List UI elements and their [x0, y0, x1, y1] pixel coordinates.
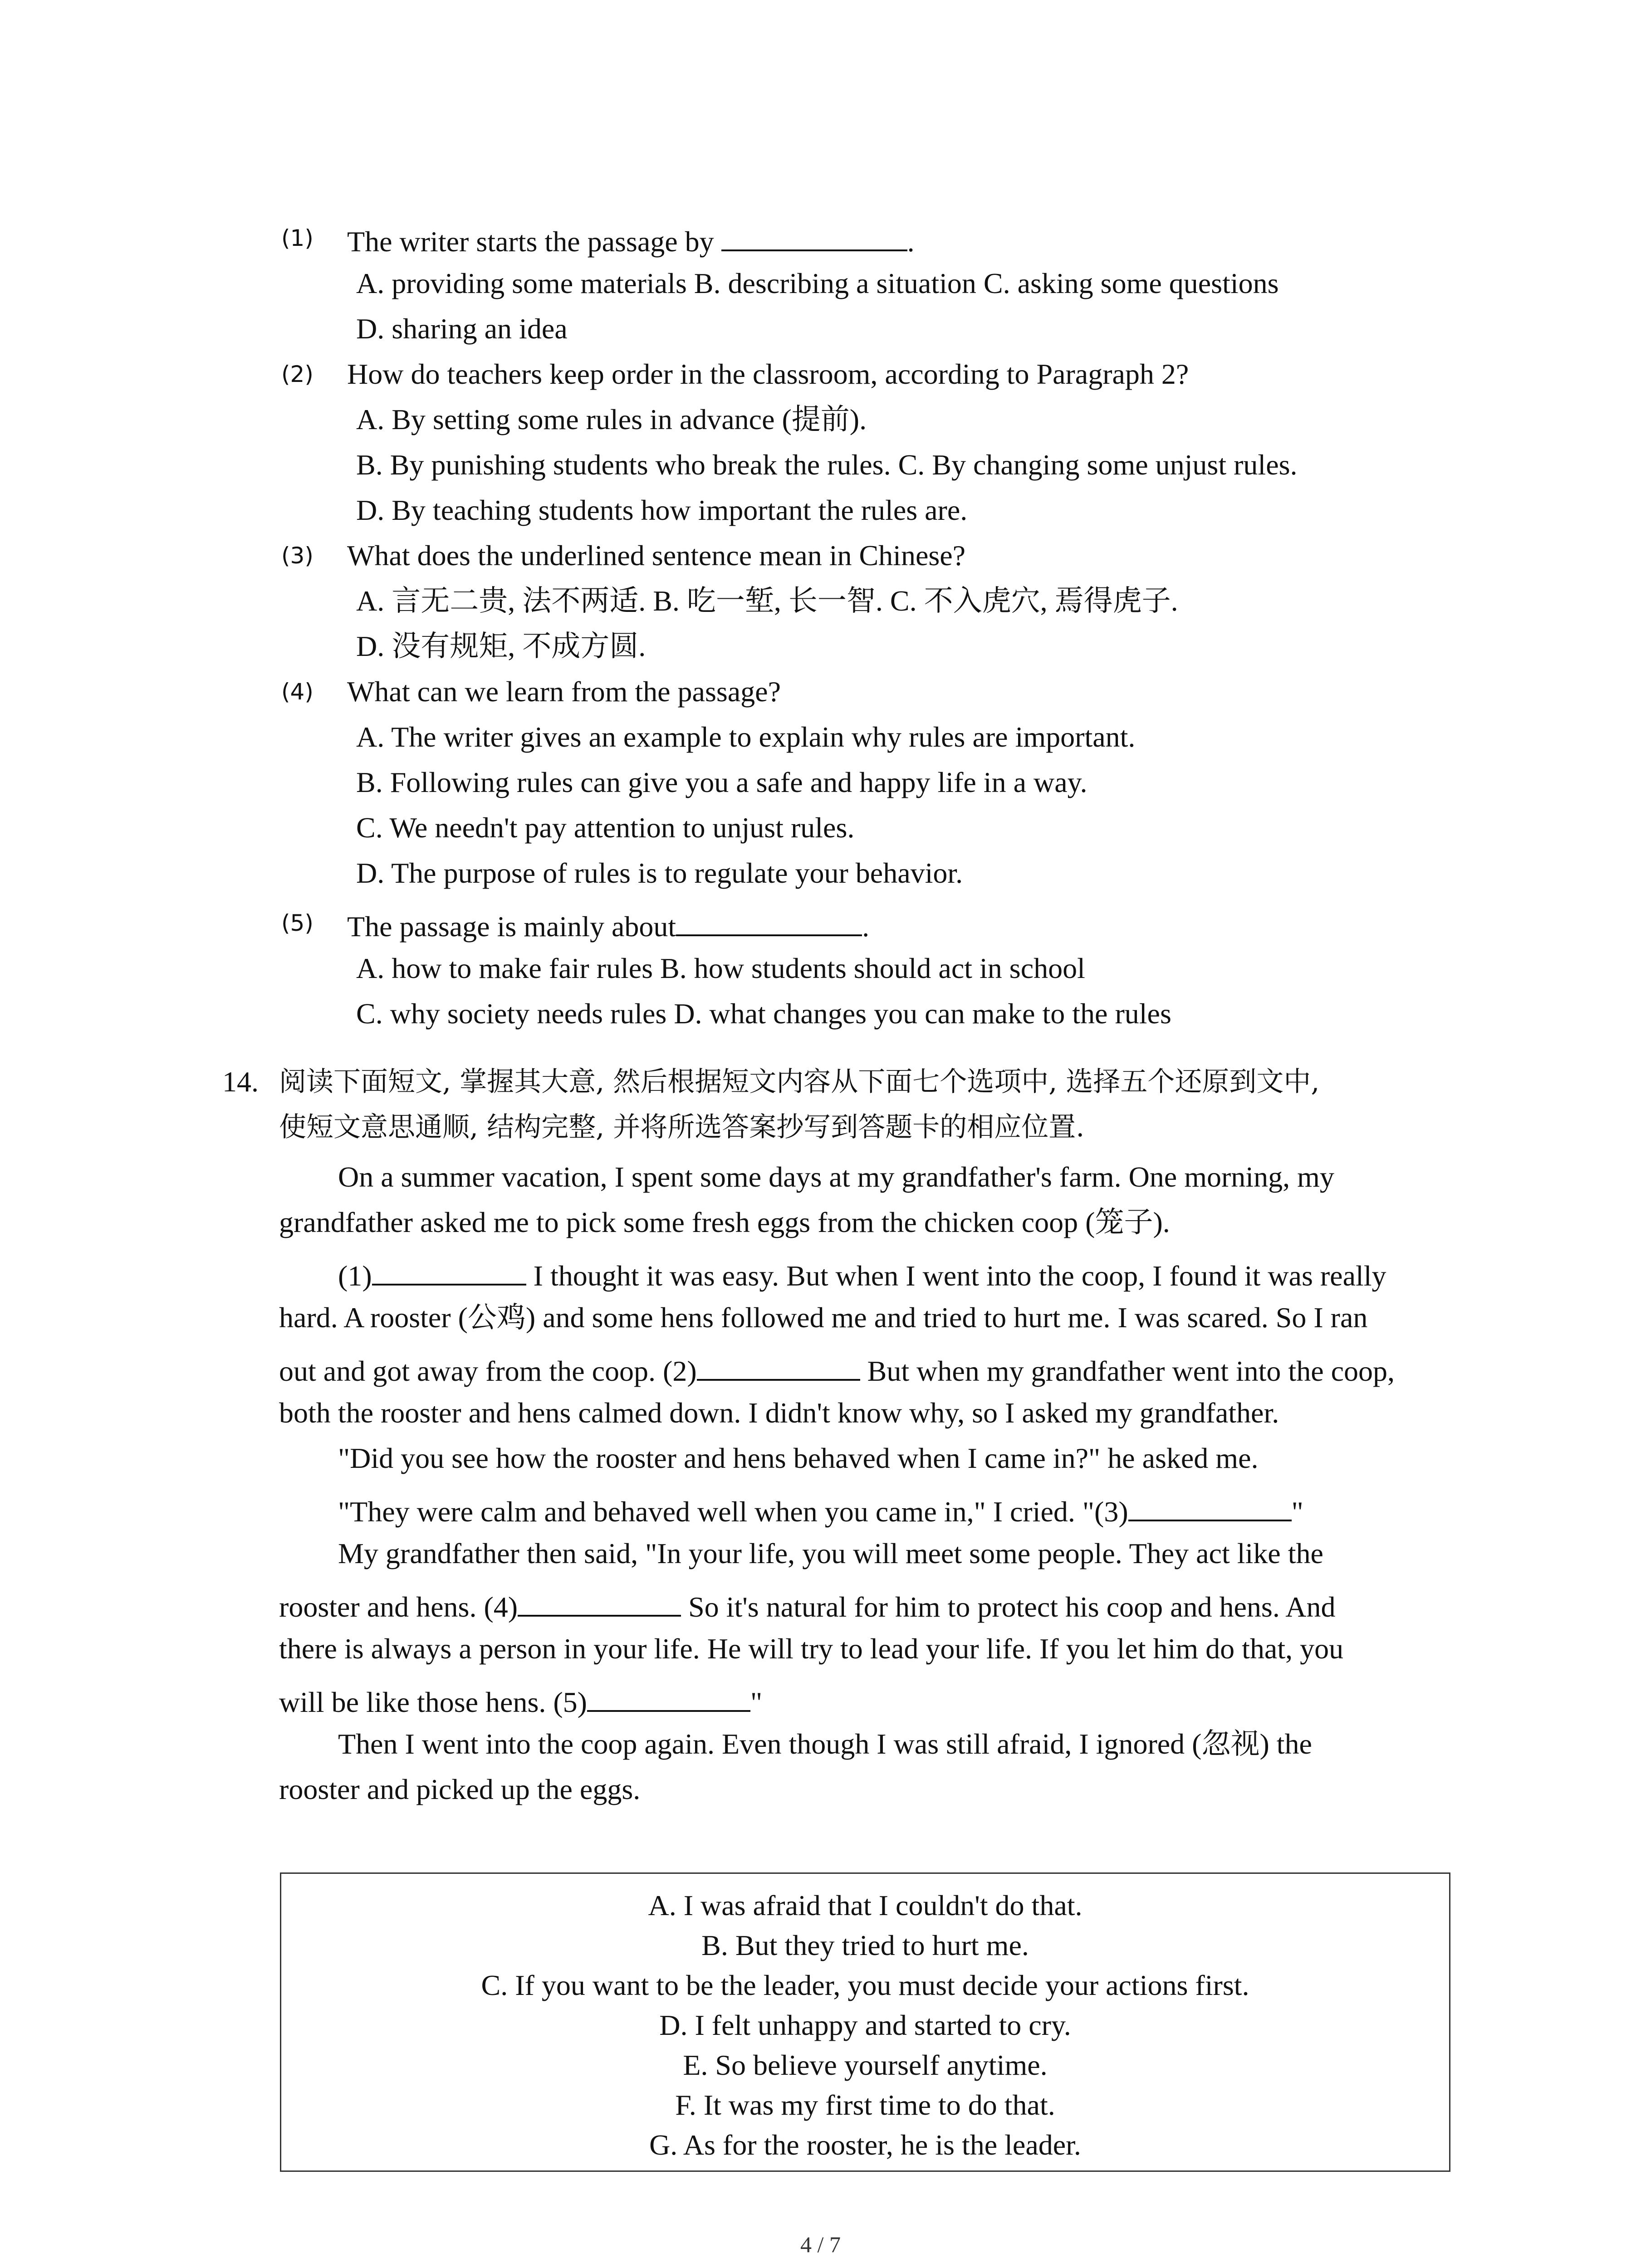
question-number: (4) [281, 679, 314, 705]
answer-blank-1 [372, 1252, 526, 1286]
choice-option: E. So believe yourself anytime. [683, 2049, 1048, 2081]
question-stem: The writer starts the passage by . [347, 218, 915, 262]
passage-line: My grandfather then said, "In your life, you will meet some people. They act like the [338, 1537, 1323, 1569]
passage-line: will be like those hens. (5) " [279, 1678, 762, 1723]
question-number: (5) [281, 910, 314, 936]
answer-blank-2 [697, 1347, 860, 1381]
answer-blank-3 [1128, 1488, 1292, 1521]
question-stem: How do teachers keep order in the classroom, according to Paragraph 2? [347, 358, 1189, 390]
passage-line: On a summer vacation, I spent some days at my grandfather's farm. One morning, my [338, 1161, 1334, 1193]
instruction-line: 阅读下面短文, 掌握其大意, 然后根据短文内容从下面七个选项中, 选择五个还原到文中, [279, 1066, 1320, 1098]
passage-line: hard. A rooster (公鸡) and some hens followed me and tried to hurt me. I was scared. So I ran [279, 1301, 1368, 1334]
passage-line: (1) I thought it was easy. But when I went into the coop, I found it was really [338, 1252, 1386, 1296]
option-line: A. providing some materials B. describing a situation C. asking some questions [356, 267, 1279, 299]
choice-option: D. I felt unhappy and started to cry. [659, 2009, 1071, 2041]
question-stem: What does the underlined sentence mean in Chinese? [347, 539, 966, 572]
answer-blank-5 [587, 1678, 750, 1712]
passage-line: "Did you see how the rooster and hens behaved when I came in?" he asked me. [338, 1442, 1259, 1474]
choice-option: G. As for the rooster, he is the leader. [649, 2129, 1081, 2161]
option-line: D. 没有规矩, 不成方圆. [356, 630, 646, 662]
passage-line: both the rooster and hens calmed down. I didn't know why, so I asked my grandfather. [279, 1397, 1279, 1429]
passage-line: grandfather asked me to pick some fresh eggs from the chicken coop (笼子). [279, 1206, 1170, 1238]
page-number: 4 / 7 [800, 2232, 841, 2257]
choices-box [280, 1872, 1450, 2172]
passage-line: there is always a person in your life. He will try to lead your life. If you let him do that, you [279, 1633, 1344, 1665]
question-number: (3) [281, 543, 314, 569]
option-line: A. how to make fair rules B. how students should act in school [356, 952, 1085, 984]
question-14-number: 14. [222, 1066, 259, 1098]
choice-option: B. But they tried to hurt me. [701, 1929, 1029, 1961]
option-line: B. By punishing students who break the rules. C. By changing some unjust rules. [356, 449, 1298, 481]
option-line: D. sharing an idea [356, 313, 568, 345]
choice-option: A. I was afraid that I couldn't do that. [648, 1889, 1083, 1921]
passage-line: "They were calm and behaved well when you came in," I cried. "(3) " [338, 1488, 1303, 1532]
choice-option: F. It was my first time to do that. [675, 2089, 1055, 2121]
answer-blank-4 [518, 1583, 681, 1617]
choice-option: C. If you want to be the leader, you must decide your actions first. [481, 1969, 1249, 2001]
option-line: A. By setting some rules in advance (提前). [356, 403, 867, 435]
option-line: C. We needn't pay attention to unjust rules. [356, 811, 855, 844]
passage-line: rooster and hens. (4) So it's natural for him to protect his coop and hens. And [279, 1583, 1336, 1628]
passage-line: rooster and picked up the eggs. [279, 1773, 641, 1805]
option-line: D. The purpose of rules is to regulate your behavior. [356, 857, 963, 889]
option-line: A. The writer gives an example to explain why rules are important. [356, 721, 1136, 753]
passage-line: out and got away from the coop. (2) But when my grandfather went into the coop, [279, 1347, 1395, 1392]
option-line: B. Following rules can give you a safe and happy life in a way. [356, 766, 1087, 798]
option-line: A. 言无二贵, 法不两适. B. 吃一堑, 长一智. C. 不入虎穴, 焉得虎子. [356, 585, 1178, 617]
passage-line: Then I went into the coop again. Even though I was still afraid, I ignored (忽视) the [338, 1728, 1312, 1760]
question-stem: The passage is mainly about . [347, 903, 869, 947]
instruction-line: 使短文意思通顺, 结构完整, 并将所选答案抄写到答题卡的相应位置. [279, 1111, 1085, 1143]
answer-blank [676, 903, 862, 936]
question-number: (1) [281, 225, 314, 251]
option-line: C. why society needs rules D. what changes you can make to the rules [356, 997, 1171, 1030]
question-stem: What can we learn from the passage? [347, 675, 781, 708]
answer-blank [721, 218, 907, 251]
option-line: D. By teaching students how important the rules are. [356, 494, 968, 526]
question-number: (2) [281, 361, 314, 387]
